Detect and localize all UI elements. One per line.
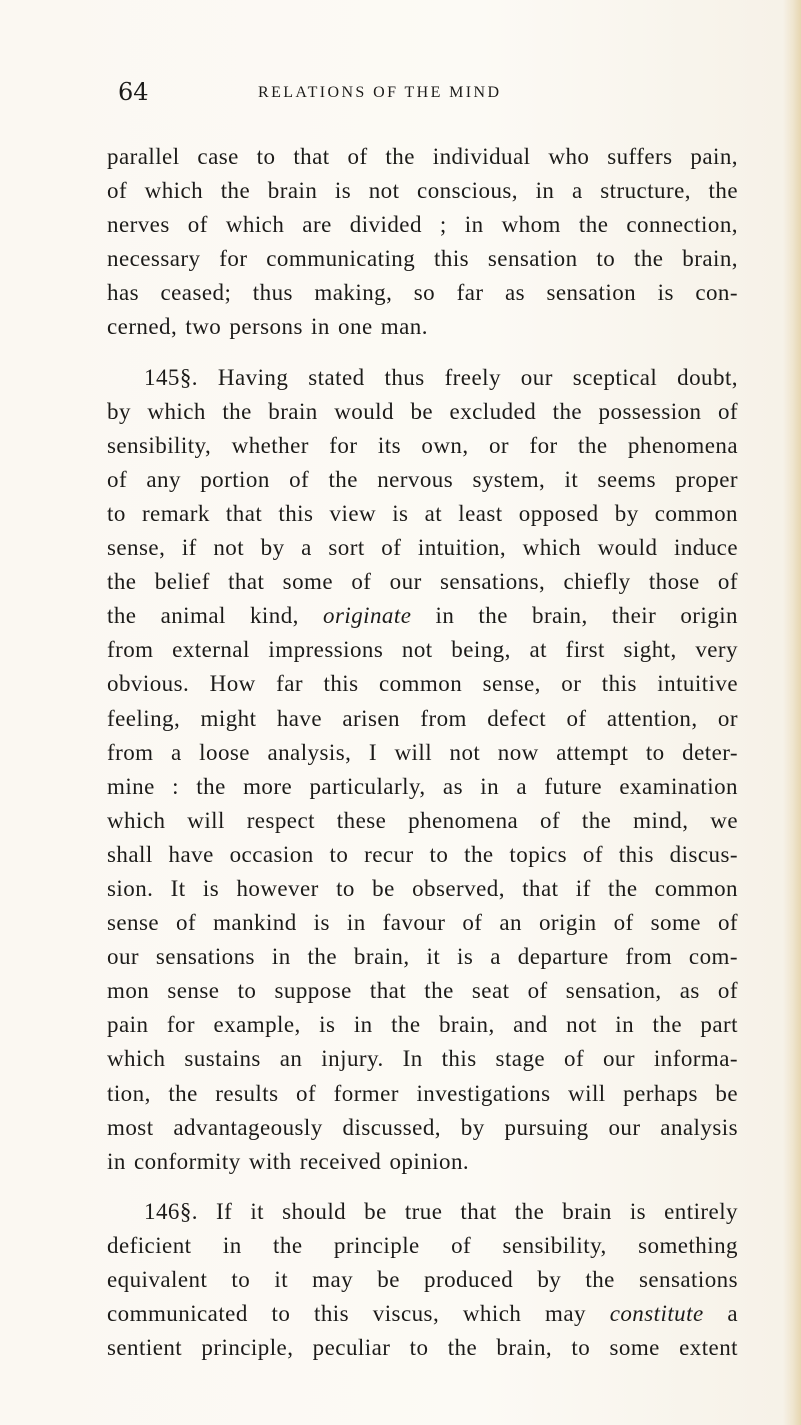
paragraph-145 bbox=[107, 361, 738, 1179]
page-header bbox=[0, 78, 801, 108]
text-line: cerned, two persons in one man. bbox=[107, 314, 428, 340]
text-line: tion, the results of former investigations will perhaps be bbox=[107, 1080, 738, 1106]
text-line: the belief that some of our sensations, chiefly those of bbox=[107, 569, 738, 595]
text-line: deficient in the principle of sensibility, something bbox=[107, 1232, 738, 1258]
text-line: sense of mankind is in favour of an origin of some of bbox=[107, 910, 738, 936]
text-line: to remark that this view is at least opposed by common bbox=[107, 500, 738, 526]
text-line: necessary for communicating this sensation to the brain, bbox=[107, 246, 738, 272]
italic-word-originate: originate bbox=[323, 603, 412, 629]
text-line: obvious. How far this common sense, or this intuitive bbox=[107, 671, 738, 697]
page-edge-shadow bbox=[783, 0, 801, 1425]
text-line-emphasis bbox=[107, 599, 738, 633]
text-line: from external impressions not being, at first sight, very bbox=[107, 637, 738, 663]
text-line: mon sense to suppose that the seat of sensation, as of bbox=[107, 978, 738, 1004]
text-line: of which the brain is not conscious, in a structure, the bbox=[107, 178, 738, 204]
text-line: nerves of which are divided ; in whom the connection, bbox=[107, 212, 738, 238]
text-line: sensibility, whether for its own, or for the phenomena bbox=[107, 432, 738, 458]
text-line: by which the brain would be excluded the possession of bbox=[107, 398, 738, 424]
text-line: sentient principle, peculiar to the brain, to some extent bbox=[107, 1335, 738, 1361]
page-number: 64 bbox=[118, 78, 149, 106]
text-segment: the animal kind, bbox=[107, 603, 323, 629]
text-segment: communicated to this viscus, which may bbox=[107, 1301, 610, 1327]
text-line: our sensations in the brain, it is a departure from com- bbox=[107, 944, 738, 970]
text-line-emphasis bbox=[107, 1297, 738, 1331]
text-line: equivalent to it may be produced by the sensations bbox=[107, 1267, 738, 1292]
paragraph-146 bbox=[107, 1195, 738, 1365]
text-line: shall have occasion to recur to the topics of this discus- bbox=[107, 841, 738, 867]
text-line: has ceased; thus making, so far as sensation is con- bbox=[107, 280, 738, 306]
running-head: RELATIONS OF THE MIND bbox=[258, 84, 502, 101]
text-line: sense, if not by a sort of intuition, which would induce bbox=[107, 535, 738, 561]
text-line: mine : the more particularly, as in a future examination bbox=[107, 773, 738, 799]
text-line: 146§. If it should be true that the brain is entirely bbox=[144, 1198, 738, 1224]
text-line: from a loose analysis, I will not now attempt to deter- bbox=[107, 739, 738, 765]
body-text bbox=[107, 140, 738, 1365]
text-line: which sustains an injury. In this stage of our informa- bbox=[107, 1046, 738, 1072]
text-segment: a bbox=[703, 1301, 739, 1327]
text-line: feeling, might have arisen from defect of attention, or bbox=[107, 705, 738, 731]
text-line: in conformity with received opinion. bbox=[107, 1148, 470, 1174]
paragraph-continuation bbox=[107, 140, 738, 345]
text-line: sion. It is however to be observed, that if the common bbox=[107, 875, 738, 901]
text-segment: in the brain, their origin bbox=[411, 603, 738, 629]
italic-word-constitute: constitute bbox=[609, 1301, 704, 1327]
text-line: pain for example, is in the brain, and not in the part bbox=[107, 1012, 738, 1038]
text-line: parallel case to that of the individual who suffers pain, bbox=[107, 144, 738, 169]
text-line: which will respect these phenomena of the mind, we bbox=[107, 807, 738, 833]
text-line: 145§. Having stated thus freely our sceptical doubt, bbox=[144, 364, 738, 390]
text-line: of any portion of the nervous system, it seems proper bbox=[107, 466, 738, 492]
text-line: most advantageously discussed, by pursuing our analysis bbox=[107, 1114, 738, 1140]
